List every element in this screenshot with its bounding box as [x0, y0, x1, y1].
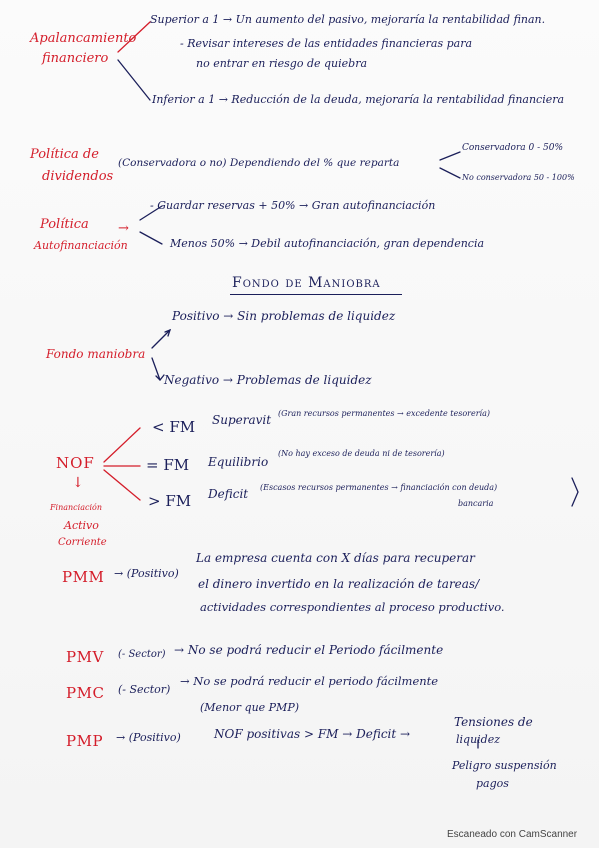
nof-case3-label: Deficit [208, 487, 249, 501]
nof-lower-arrow [104, 470, 140, 500]
fondo-negativo: Negativo → Problemas de liquidez [164, 373, 372, 387]
dividendos-label-1: Política de [30, 147, 99, 162]
title-underline [230, 294, 402, 295]
fondo-maniobra-label: Fondo maniobra [46, 347, 146, 361]
pmp-result-1: Tensiones de [454, 715, 533, 729]
nof-case3-symbol: > FM [148, 492, 192, 510]
pmc-qualifier: (- Sector) [118, 683, 171, 696]
nof-financiacion: Financiación [50, 503, 102, 512]
apalancamiento-note-1: - Revisar intereses de las entidades financieras para [180, 37, 473, 50]
deficit-bracket [572, 478, 578, 506]
fondo-positivo: Positivo → Sin problemas de liquidez [172, 309, 396, 323]
camscanner-footer: Escaneado con CamScanner [447, 829, 578, 840]
pmv-qualifier: (- Sector) [118, 649, 166, 660]
pmm-qualifier: → (Positivo) [114, 567, 179, 580]
autofinanciacion-label-1: Política [40, 217, 89, 232]
pmp-result-2: liquidez [456, 733, 501, 746]
pmp-result-3: Peligro suspensión [452, 759, 557, 772]
pmm-line-3: actividades correspondientes al proceso productivo. [200, 600, 505, 614]
brace-lower-line [118, 60, 150, 100]
pmp-label: PMP [66, 732, 104, 750]
fm-upper-arrow [152, 330, 170, 348]
pmc-label: PMC [66, 684, 105, 702]
nof-label: NOF [56, 454, 95, 472]
pmm-line-1: La empresa cuenta con X días para recuperar [196, 551, 475, 565]
pmc-note: (Menor que PMP) [200, 701, 300, 714]
apalancamiento-superior: Superior a 1 → Un aumento del pasivo, mejoraría la rentabilidad finan. [150, 13, 546, 26]
pmp-qualifier: → (Positivo) [116, 731, 181, 744]
auto-lower-line [140, 232, 162, 244]
pmm-label: PMM [62, 568, 105, 586]
split-lower-line [440, 168, 460, 178]
pmv-text: → No se podrá reducir el Periodo fácilmente [174, 643, 444, 657]
autofinanciacion-line-1: - Guardar reservas + 50% → Gran autofinanciación [150, 199, 436, 212]
nof-case2-note: (No hay exceso de deuda ni de tesorería) [278, 449, 445, 458]
autofinanciacion-label-2: Autofinanciación [34, 239, 128, 252]
dividendos-option-1: Conservadora 0 - 50% [462, 143, 563, 153]
nof-case1-symbol: < FM [152, 418, 196, 436]
split-upper-line [440, 152, 460, 160]
nof-case1-label: Superavit [212, 413, 272, 427]
dividendos-option-2: No conservadora 50 - 100% [462, 173, 575, 182]
nof-case3-note-2: bancaria [458, 499, 494, 508]
nof-case2-label: Equilibrio [208, 455, 269, 469]
pmm-line-2: el dinero invertido en la realización de tareas/ [198, 577, 480, 591]
apalancamiento-label-1: Apalancamiento [30, 31, 137, 46]
dividendos-label-2: dividendos [42, 169, 114, 184]
nof-case1-note: (Gran recursos permanentes → excedente tesorería) [278, 409, 490, 418]
autofinanciacion-line-2: Menos 50% → Debil autofinanciación, gran dependencia [170, 237, 485, 250]
fondo-maniobra-title: Fondo de Maniobra [232, 275, 381, 291]
apalancamiento-note-2: no entrar en riesgo de quiebra [196, 57, 368, 70]
apalancamiento-inferior: Inferior a 1 → Reducción de la deuda, mejoraría la rentabilidad financiera [152, 93, 565, 106]
pmp-result-4: pagos [476, 777, 509, 790]
nof-case2-symbol: = FM [146, 456, 190, 474]
nof-case3-note: (Escasos recursos permanentes → financiación con deuda) [260, 483, 498, 492]
pmp-text: NOF positivas > FM → Deficit → [214, 727, 411, 741]
nof-activo: Activo [64, 519, 99, 532]
nof-upper-arrow [104, 428, 140, 462]
nof-down-arrow: ↓ [72, 475, 84, 491]
nof-corriente: Corriente [58, 537, 107, 548]
pmv-label: PMV [66, 648, 104, 666]
autofinanciacion-arrow: → [118, 221, 129, 236]
dividendos-text: (Conservadora o no) Dependiendo del % que reparta [118, 157, 400, 169]
apalancamiento-label-2: financiero [42, 51, 109, 66]
pmc-text: → No se podrá reducir el periodo fácilmente [180, 674, 439, 688]
